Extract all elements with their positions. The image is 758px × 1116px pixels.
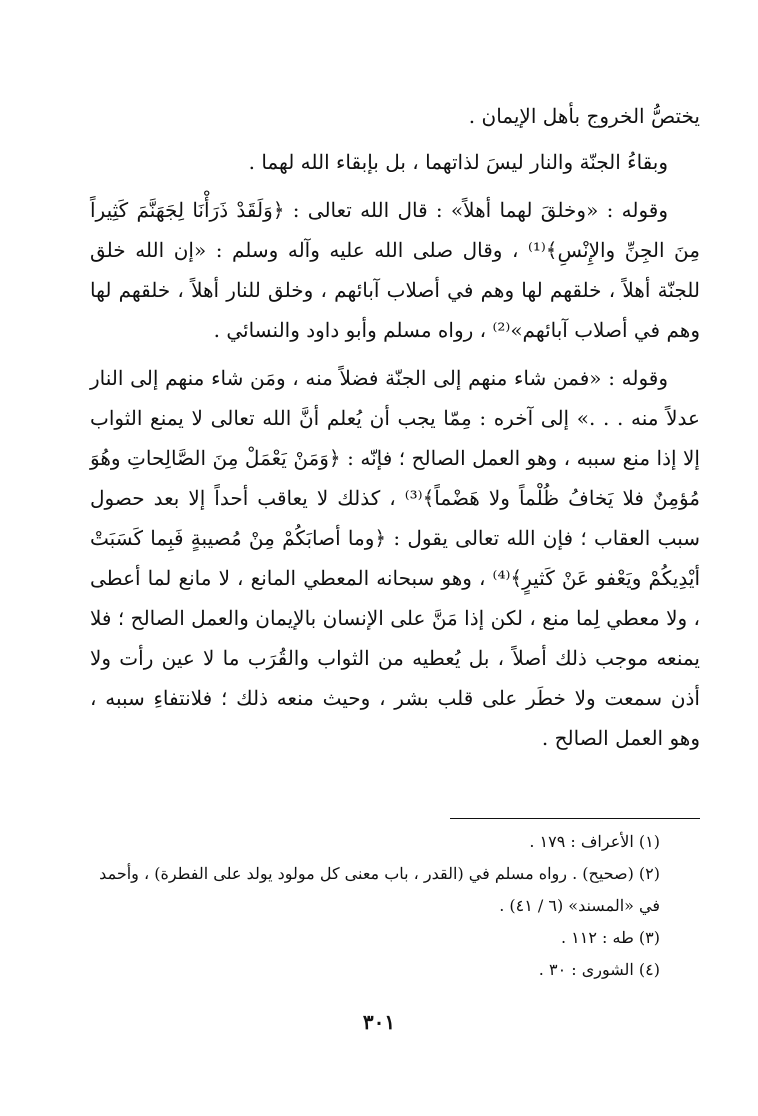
footnotes <box>90 826 700 986</box>
paragraph-1: يختصُّ الخروج بأهل الإيمان . <box>468 104 700 128</box>
footnote-3: (٣) طه : ١١٢ . <box>561 928 660 947</box>
footnote-4: (٤) الشورى : ٣٠ . <box>538 960 660 979</box>
footnote-2: (٢) (صحيح) . رواه مسلم في (القدر ، باب معنى كل مولود يولد على الفطرة) ، وأحمد في «المسند» (٦ / ٤١) . <box>99 864 660 915</box>
footnote-separator <box>450 818 700 819</box>
page-number: ٣٠١ <box>362 1010 396 1034</box>
paragraph-3: وقوله : «وخلقَ لهما أهلاً» : قال الله تعالى : ﴿وَلَقَدْ ذَرَأْنَا لِجَهَنَّمَ كَثِيراً مِنَ الجِنِّ والإِنْسِ﴾⁽¹⁾ ، وقال صلى الله عليه وآله وسلم : «إن الله خلق للجنّة أهلاً ، خلقهم لها وهم في أصلاب آبائهم ، وخلق للنار أهلاً ، خلقهم لها وهم في أصلاب آبائهم»⁽²⁾ ، رواه مسلم وأبو داود والنسائي . <box>90 198 700 342</box>
paragraph-4: وقوله : «فمن شاء منهم إلى الجنّة فضلاً منه ، ومَن شاء منهم إلى النار عدلاً منه . . .» إلى آخره : مِمّا يجب أن يُعلم أنَّ الله تعالى لا يمنع الثواب إلا إذا منع سببه ، وهو العمل الصالح ؛ فإنّه : ﴿وَمَنْ يَعْمَلْ مِنَ الصَّالِحاتِ وهُوَ مُؤمِنٌ فلا يَخافُ ظُلْماً ولا هَضْماً﴾⁽³⁾ ، كذلك لا يعاقب أحداً إلا بعد حصول سبب العقاب ؛ فإن الله تعالى يقول : ﴿وما أصابَكُمْ مِنْ مُصيبةٍ فَبِما كَسَبَتْ أيْدِيكُمْ ويَعْفو عَنْ كَثيرٍ﴾⁽⁴⁾ ، وهو سبحانه المعطي المانع ، لا مانع لما أعطى ، ولا معطي لِما منع ، لكن إذا مَنَّ على الإنسان بالإيمان والعمل الصالح ؛ فلا يمنعه موجب ذلك أصلاً ، بل يُعطيه من الثواب والقُرَب ما لا عين رأت ولا أذن سمعت ولا خطَر على قلب بشر ، وحيث منعه ذلك ؛ فلانتفاءِ سببه ، وهو العمل الصالح . <box>90 366 701 750</box>
footnote-1: (١) الأعراف : ١٧٩ . <box>529 832 660 851</box>
paragraph-2: وبقاءُ الجنّة والنار ليسَ لذاتهما ، بل بإبقاء الله لهما . <box>248 150 668 174</box>
main-text <box>90 96 700 766</box>
